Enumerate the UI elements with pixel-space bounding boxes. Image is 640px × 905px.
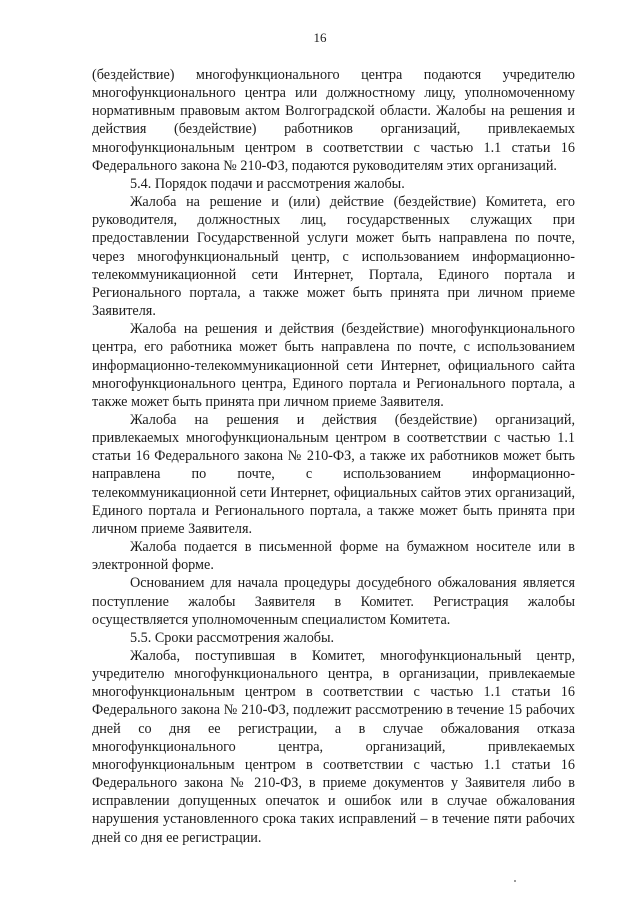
paragraph: Жалоба, поступившая в Комитет, многофункциональный центр, учредителю многофункционального центра, в организации, привлекаемые многофункциональным центром в соответствии с частью 1.1 статьи 16 Федерального закона № 210-ФЗ, подлежит рассмотрению в течение 15 рабочих дней со дня ее регистрации, а в случае обжалования отказа многофункционального центра, организаций, привлекаемых многофункциональным центром в соответствии с частью 1.1 статьи 16 Федерального закона № 210-ФЗ, в приеме документов у Заявителя либо в исправлении допущенных опечаток и ошибок или в случае обжалования нарушения установленного срока таких исправлений – в течение пяти рабочих дней со дня ее регистрации. (92, 648, 575, 846)
paragraph: Жалоба на решения и действия (бездействие) организаций, привлекаемых многофункциональным центром в соответствии с частью 1.1 статьи 16 Федерального закона № 210-ФЗ, а также их работников может быть направлена по почте, с использованием информационно-телекоммуникационной сети Интернет, официальных сайтов этих организаций, Единого портала и Регионального портала, а также может быть принята при личном приеме Заявителя. (92, 411, 575, 537)
scan-speck (514, 880, 516, 882)
paragraph: Основанием для начала процедуры досудебного обжалования является поступление жалобы Заявителя в Комитет. Регистрация жалобы осуществляется уполномоченным специалистом Комитета. (92, 575, 575, 628)
document-body (92, 66, 575, 847)
paragraph: Жалоба на решения и действия (бездействие) многофункционального центра, его работника может быть направлена по почте, с использованием информационно-телекоммуникационной сети Интернет, официального сайта многофункционального центра, Единого портала и Регионального портала, а также может быть принята при личном приеме Заявителя. (92, 321, 575, 410)
paragraph: Жалоба на решение и (или) действие (бездействие) Комитета, его руководителя, должностных лиц, государственных служащих при предоставлении Государственной услуги может быть направлена по почте, через многофункциональный центр, с использованием информационно-телекоммуникационной сети Интернет, Портала, Единого портала и Регионального портала, а также может быть принята при личном приеме Заявителя. (92, 194, 575, 320)
paragraph: Жалоба подается в письменной форме на бумажном носителе или в электронной форме. (92, 539, 575, 574)
paragraph-continuation: (бездействие) многофункционального центра подаются учредителю многофункционального центра или должностному лицу, уполномоченному нормативным правовым актом Волгоградской области. Жалобы на решения и действия (бездействие) работников организаций, привлекаемых многофункциональным центром в соответствии с частью 1.1 статьи 16 Федерального закона № 210-ФЗ, подаются руководителям этих организаций. (92, 67, 575, 174)
section-heading-5-4: 5.4. Порядок подачи и рассмотрения жалобы. (130, 175, 405, 192)
section-heading-5-5: 5.5. Сроки рассмотрения жалобы. (130, 629, 335, 646)
page-number: 16 (313, 30, 327, 45)
